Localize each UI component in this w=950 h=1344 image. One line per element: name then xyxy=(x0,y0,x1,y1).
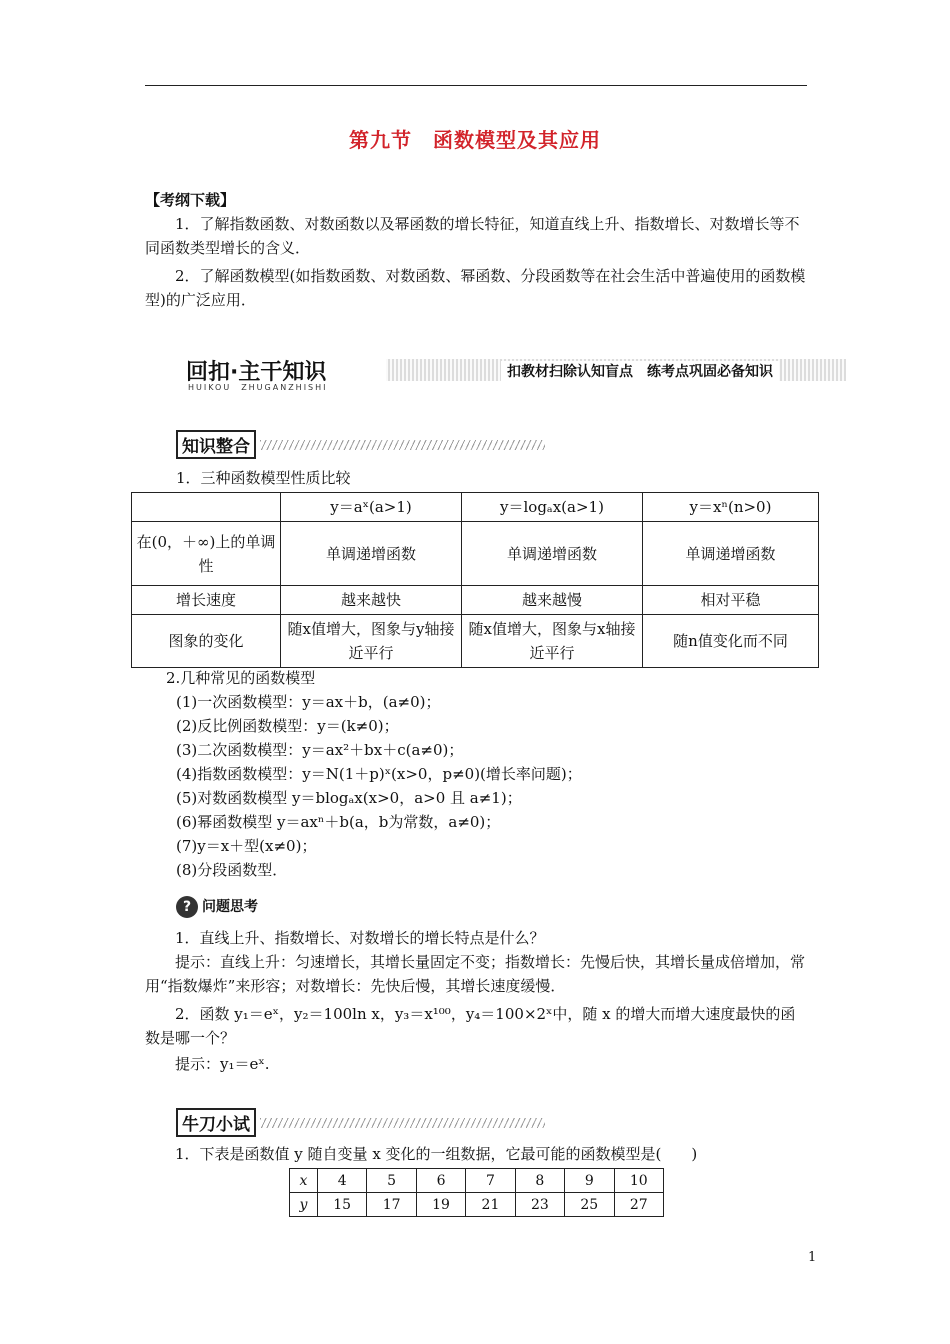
table-cell: 越来越快 xyxy=(281,586,462,615)
table-row xyxy=(290,1169,664,1193)
compare-table xyxy=(131,492,819,668)
table-cell: 随x值增大，图象与x轴接近平行 xyxy=(462,615,643,668)
table-cell: 10 xyxy=(614,1169,664,1193)
table-row xyxy=(132,522,819,586)
exercise-1: 1．下表是函数值 y 随自变量 x 变化的一组数据，它最可能的函数模型是( ) xyxy=(175,1145,698,1163)
question-2: 2．函数 y₁＝eˣ，y₂＝100ln x，y₃＝x¹⁰⁰，y₄＝100×2ˣ中，随 x 的增大而增大速度最快的函数是哪一个？ xyxy=(145,1005,796,1047)
table-row xyxy=(132,615,819,668)
zhishi-label: 知识整合 xyxy=(176,430,256,459)
table-cell: 19 xyxy=(416,1193,465,1217)
top-rule xyxy=(145,85,807,86)
data-table xyxy=(289,1168,664,1217)
table-cell: 25 xyxy=(565,1193,614,1217)
zhishi-label-row xyxy=(176,430,545,459)
table-cell: 越来越慢 xyxy=(462,586,643,615)
table-cell xyxy=(132,493,281,522)
niudao-label: 牛刀小试 xyxy=(176,1108,256,1137)
table-header: y xyxy=(290,1193,318,1217)
table-cell: 7 xyxy=(466,1169,515,1193)
table-header: y＝logₐx(a>1) xyxy=(462,493,643,522)
table-cell: 9 xyxy=(565,1169,614,1193)
section-header-pinyin: HUIKOU ZHUGANZHISHI xyxy=(188,383,328,392)
table-cell: 相对平稳 xyxy=(643,586,819,615)
table-cell: 8 xyxy=(515,1169,564,1193)
table-row xyxy=(290,1193,664,1217)
kaogang-heading: 【考纲下载】 xyxy=(145,191,236,209)
models-title: 2.几种常见的函数模型 xyxy=(166,669,316,687)
page-number: 1 xyxy=(808,1250,817,1265)
hint-2: 提示：y₁＝eˣ. xyxy=(175,1055,270,1073)
model-item: (3)二次函数模型：y＝ax²＋bx＋c(a≠0)； xyxy=(176,741,464,759)
table-cell: 17 xyxy=(367,1193,416,1217)
table-header: x xyxy=(290,1169,318,1193)
model-item: (4)指数函数模型：y＝N(1＋p)ˣ(x>0，p≠0)(增长率问题)； xyxy=(176,765,582,783)
model-item: (2)反比例函数模型：y＝(k≠0)； xyxy=(176,717,399,735)
model-item: (5)对数函数模型 y＝blogₐx(x>0，a>0 且 a≠1)； xyxy=(176,789,522,807)
model-item: (8)分段函数型． xyxy=(176,861,288,879)
table-cell: 23 xyxy=(515,1193,564,1217)
page-title: 第九节 函数模型及其应用 xyxy=(349,128,601,152)
question-1: 1．直线上升、指数增长、对数增长的增长特点是什么？ xyxy=(175,929,545,947)
table-header: y＝aˣ(a>1) xyxy=(281,493,462,522)
table-cell: 5 xyxy=(367,1169,416,1193)
section-header-right: 扣教材扫除认知盲点 练考点巩固必备知识 xyxy=(501,361,779,381)
table-row xyxy=(132,586,819,615)
section-header-main: 回扣·主干知识 xyxy=(186,360,327,385)
table-cell: 6 xyxy=(416,1169,465,1193)
question-badge xyxy=(176,896,258,918)
compare-title: 1．三种函数模型性质比较 xyxy=(176,469,351,487)
question-badge-label: 问题思考 xyxy=(202,899,258,915)
table-cell: 随x值增大，图象与y轴接近平行 xyxy=(281,615,462,668)
table-row xyxy=(132,493,819,522)
table-header: y＝xⁿ(n>0) xyxy=(643,493,819,522)
section-header xyxy=(176,355,846,392)
table-cell: 27 xyxy=(614,1193,664,1217)
table-cell: 增长速度 xyxy=(132,586,281,615)
table-cell: 随n值变化而不同 xyxy=(643,615,819,668)
model-item: (6)幂函数模型 y＝axⁿ＋b(a，b为常数，a≠0)； xyxy=(176,813,501,831)
table-cell: 单调递增函数 xyxy=(462,522,643,586)
table-cell: 21 xyxy=(466,1193,515,1217)
hatch-decoration xyxy=(260,1118,545,1128)
niudao-label-row xyxy=(176,1108,545,1137)
table-cell: 单调递增函数 xyxy=(643,522,819,586)
hatch-decoration xyxy=(260,440,545,450)
hint-1: 提示：直线上升：匀速增长，其增长量固定不变；指数增长：先慢后快，其增长量成倍增加，常用“指数爆炸”来形容；对数增长：先快后慢，其增长速度缓慢． xyxy=(145,953,806,995)
kaogang-item-1: 1．了解指数函数、对数函数以及幂函数的增长特征，知道直线上升、指数增长、对数增长等不同函数类型增长的含义． xyxy=(145,215,800,257)
table-cell: 图象的变化 xyxy=(132,615,281,668)
model-item: (1)一次函数模型：y＝ax＋b，(a≠0)； xyxy=(176,693,441,711)
table-cell: 单调递增函数 xyxy=(281,522,462,586)
table-cell: 15 xyxy=(317,1193,366,1217)
table-cell: 4 xyxy=(317,1169,366,1193)
model-item: (7)y＝x＋型(x≠0)； xyxy=(176,837,317,855)
question-icon: ? xyxy=(176,896,198,918)
table-cell: 在(0，＋∞)上的单调性 xyxy=(132,522,281,586)
kaogang-item-2: 2．了解函数模型(如指数函数、对数函数、幂函数、分段函数等在社会生活中普遍使用的函数模型)的广泛应用． xyxy=(145,267,806,309)
